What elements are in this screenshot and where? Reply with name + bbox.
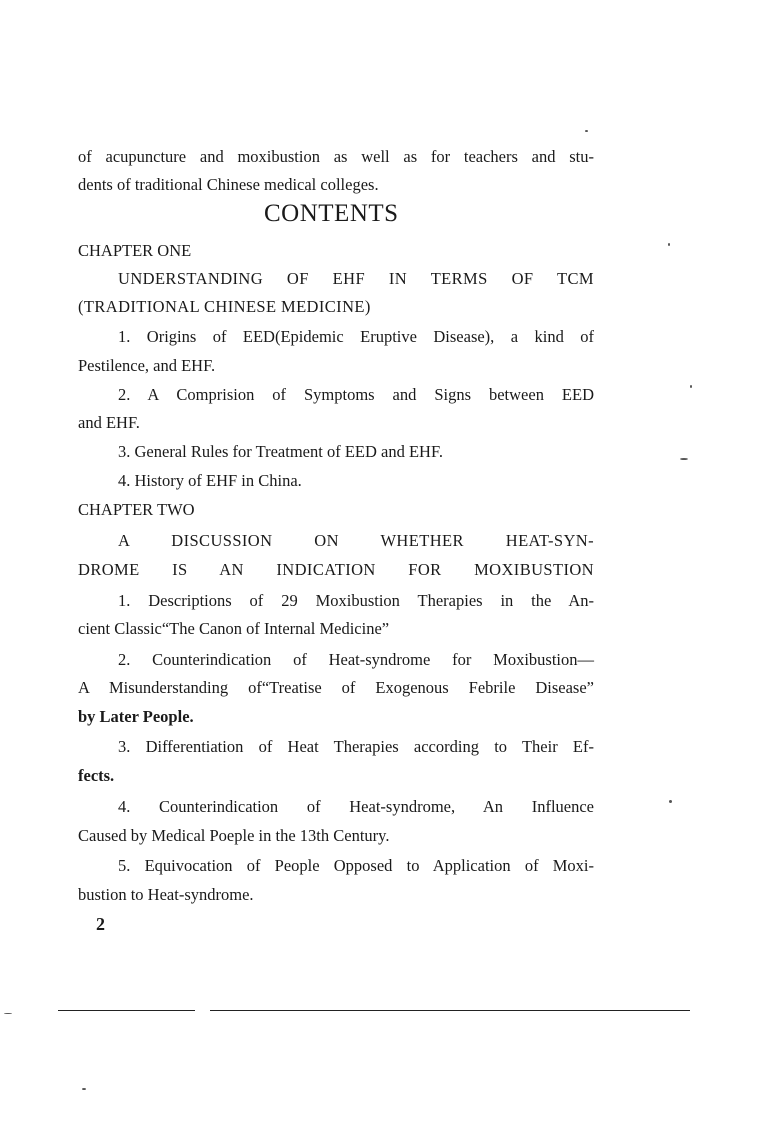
- contents-heading: CONTENTS: [264, 200, 399, 227]
- ch2-item-2-line-3: by Later People.: [78, 707, 194, 726]
- ch2-item-3-line-2: fects.: [78, 766, 115, 785]
- footer-rule-left: [58, 1010, 195, 1011]
- scan-speck: [668, 243, 670, 246]
- ch2-item-2-line-1: 2. Counterindication of Heat-syndrome for Moxibustion—: [118, 650, 594, 669]
- chapter-one-title-line-1: UNDERSTANDING OF EHF IN TERMS OF TCM: [118, 269, 594, 288]
- ch1-item-4: 4. History of EHF in China.: [118, 471, 302, 490]
- scan-speck: [585, 130, 588, 132]
- ch1-item-1-line-2: Pestilence, and EHF.: [78, 356, 216, 375]
- intro-line-2: dents of traditional Chinese medical colleges.: [78, 175, 379, 194]
- scan-speck: [4, 1013, 12, 1014]
- ch1-item-3: 3. General Rules for Treatment of EED and EHF.: [118, 442, 443, 461]
- chapter-two-title-line-2: DROME IS AN INDICATION FOR MOXIBUSTION: [78, 560, 594, 579]
- ch2-item-3-line-1: 3. Differentiation of Heat Therapies according to Their Ef-: [118, 737, 594, 756]
- ch2-item-5-line-1: 5. Equivocation of People Opposed to Application of Moxi-: [118, 856, 594, 875]
- chapter-one-label: CHAPTER ONE: [78, 241, 192, 260]
- ch2-item-5-line-2: bustion to Heat-syndrome.: [78, 885, 254, 904]
- chapter-two-label: CHAPTER TWO: [78, 500, 195, 519]
- scan-speck: [82, 1088, 86, 1090]
- scan-speck: [690, 385, 692, 388]
- ch1-item-1-line-1: 1. Origins of EED(Epidemic Eruptive Disease), a kind of: [118, 327, 594, 346]
- ch2-item-4-line-2: Caused by Medical Poeple in the 13th Century.: [78, 826, 390, 845]
- scan-speck: [669, 800, 672, 803]
- chapter-two-title-line-1: A DISCUSSION ON WHETHER HEAT-SYN-: [118, 531, 594, 550]
- intro-line-1: of acupuncture and moxibustion as well as for teachers and stu-: [78, 147, 594, 166]
- scan-speck: [680, 458, 688, 460]
- chapter-one-title-line-2: (TRADITIONAL CHINESE MEDICINE): [78, 297, 371, 316]
- ch2-item-2-line-2: A Misunderstanding of“Treatise of Exogenous Febrile Disease”: [78, 678, 594, 697]
- ch2-item-4-line-1: 4. Counterindication of Heat-syndrome, An Influence: [118, 797, 594, 816]
- ch2-item-1-line-1: 1. Descriptions of 29 Moxibustion Therapies in the An-: [118, 591, 594, 610]
- ch2-item-1-line-2: cient Classic“The Canon of Internal Medicine”: [78, 619, 390, 638]
- page-number: 2: [96, 914, 105, 934]
- ch1-item-2-line-1: 2. A Comprision of Symptoms and Signs between EED: [118, 385, 594, 404]
- ch1-item-2-line-2: and EHF.: [78, 413, 140, 432]
- footer-rule-right: [210, 1010, 690, 1011]
